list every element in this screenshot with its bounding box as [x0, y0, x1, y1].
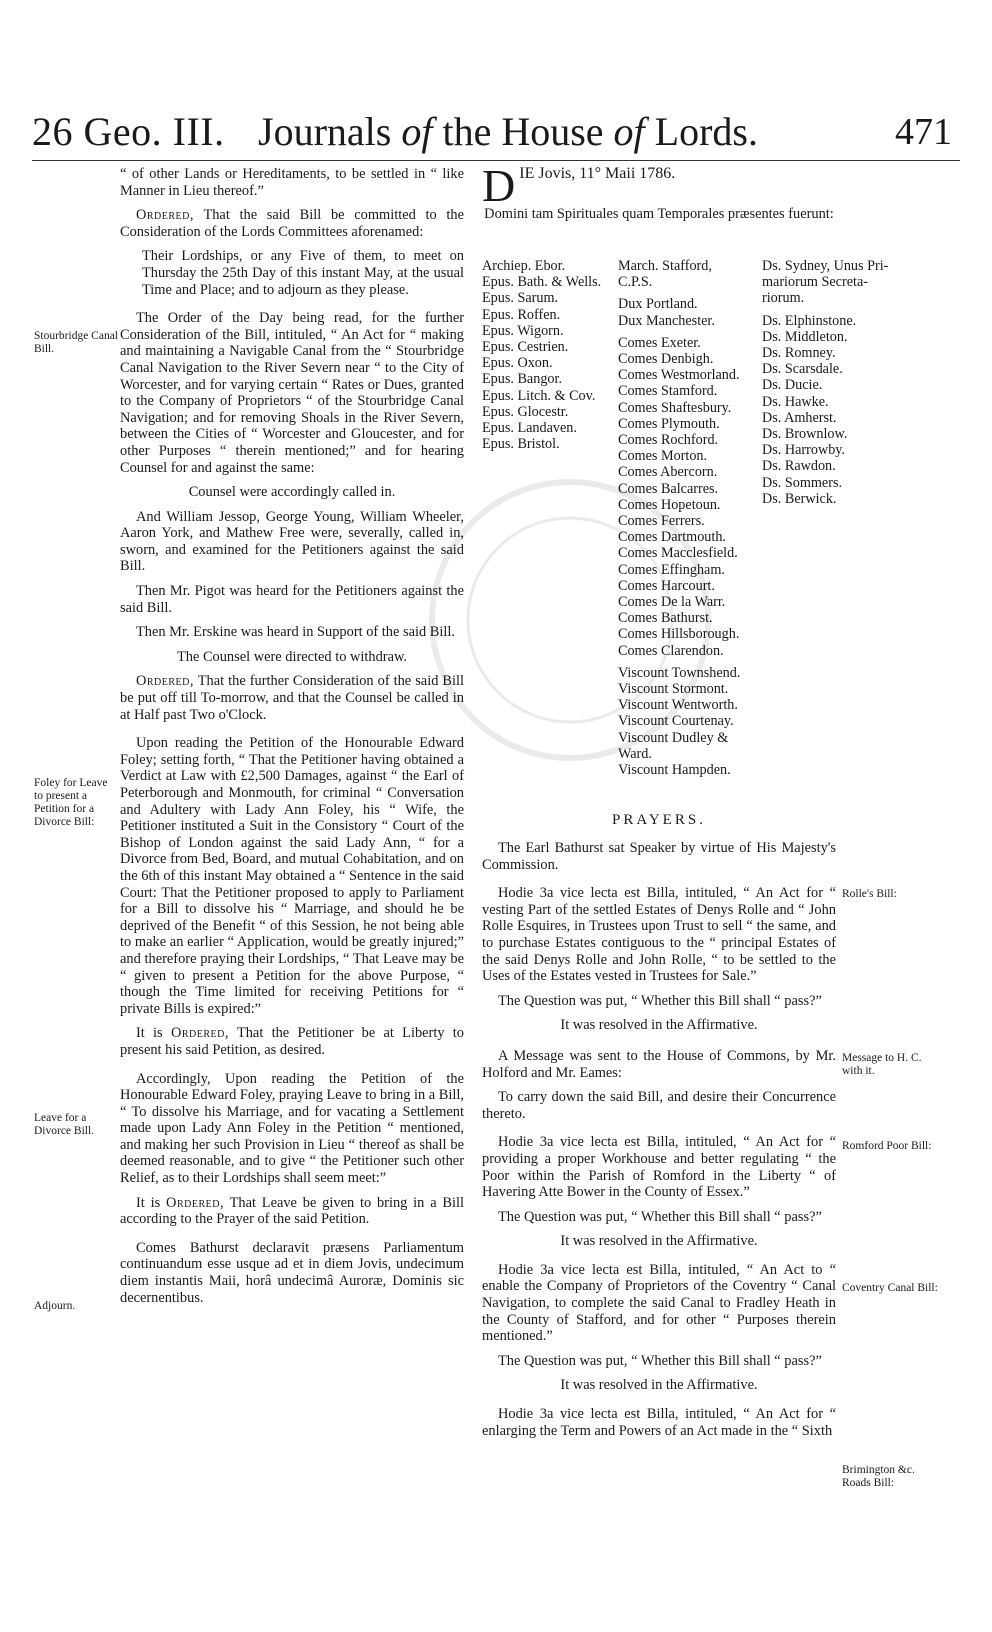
paragraph: Hodie 3a vice lecta est Billa, intituled, “ An Act for “ providing a proper Workhouse and better regulating “ the Poor within the Parish of Romford in the Liberty “ of Havering Atte Bower in the County of Essex.” [482, 1134, 836, 1201]
roster-entry: Comes Plymouth. [618, 415, 720, 432]
roster-entry: Comes Exeter. [618, 334, 701, 351]
margin-note: Coventry Canal Bill: [842, 1282, 938, 1294]
paragraph-text: That the further Consideration of the said Bill be put off till To-morrow, and that the Counsel be called in at Half past Two o'Clock. [120, 673, 464, 723]
roster-entry: Epus. Wigorn. [482, 322, 564, 339]
roster-entry: Comes Harcourt. [618, 577, 715, 594]
paragraph: The Question was put, “ Whether this Bill shall “ pass?” [498, 992, 822, 1009]
roster-entry: Comes Shaftesbury. [618, 399, 732, 416]
roster-entry: Epus. Litch. & Cov. [482, 387, 596, 404]
paragraph: Then Mr. Erskine was heard in Support of the said Bill. [136, 624, 455, 641]
drop-cap: D [482, 160, 516, 211]
roster-entry: Comes Balcarres. [618, 480, 719, 497]
paragraph: The Counsel were directed to withdraw. [176, 648, 408, 665]
roster-peers [618, 258, 758, 778]
roster-entry: Epus. Bangor. [482, 371, 562, 388]
paragraph: Upon reading the Petition of the Honourable Edward Foley; setting forth, “ That the Petitioner having obtained a Verdict at Law with £2,500 Damages, against “ the Earl of Peterborough and Monmouth, for criminal “ Conversation and Adultery with Lady Ann Foley, his “ Wife, the Petitioner instituted a Suit in the Consistory “ Court of the Bishop of London against the said Lady Ann, “ for a Divorce from Bed, Board, and mutual Cohabitation, and on the 6th of this instant May obtained a “ Sentence in the said Court: That the Petitioner proposed to apply to Parliament for a Bill to dissolve his “ Marriage, and should he be deprived of the Benefit “ of this Session, he not being able to make an earlier “ Application, would be greatly injured;” and therefore praying their Lordships, “ That Leave may be “ given to present a Petition for the above Purpose, “ though the Time limited for receiving Petitions for “ private Bills is expired:” [120, 735, 464, 1017]
roster-entry: Epus. Glocestr. [482, 403, 569, 420]
paragraph-text: That Leave be given to bring in a Bill according to the Prayer of the said Petition. [120, 1194, 465, 1228]
roster-entry: Comes Westmorland. [618, 367, 740, 384]
ordered-label: Ordered, [166, 1194, 225, 1211]
right-column-body [482, 840, 836, 1447]
paragraph: The Earl Bathurst sat Speaker by virtue of His Majesty's Commission. [482, 840, 836, 873]
roster-entry: Dux Manchester. [618, 312, 715, 329]
regnal-year: 26 Geo. III. [32, 109, 225, 154]
title-part: of [613, 109, 645, 154]
roster-entry: Ds. Hawke. [762, 393, 829, 410]
paragraph: To carry down the said Bill, and desire their Concurrence thereto. [482, 1089, 836, 1122]
roster-bishops [482, 258, 618, 452]
roster-entry: Viscount Wentworth. [618, 697, 738, 714]
roster-entry: Ward. [618, 745, 652, 762]
roster-entry: Ds. Rawdon. [762, 458, 836, 475]
margin-note: Romford Poor Bill: [842, 1140, 932, 1152]
prayers-heading: PRAYERS. [612, 812, 706, 828]
roster-barons [762, 258, 902, 507]
paragraph-text: It is [136, 1025, 171, 1042]
title-part: House [501, 109, 604, 154]
paragraph: Comes Bathurst declaravit præsens Parliamentum continuandum esse usque ad et in diem Jovis, undecimum diem instantis Maii, horâ undecimâ Auroræ, Dominis sic decernentibus. [120, 1239, 464, 1306]
title-part: the [432, 109, 502, 154]
paragraph: Their Lordships, or any Five of them, to meet on Thursday the 25th Day of this instant May, at the usual Time and Place; and to adjourn as they please. [142, 248, 464, 298]
paragraph: It was resolved in the Affirmative. [560, 1233, 758, 1250]
ordered-label: Ordered, [170, 1025, 229, 1042]
roster-entry: Viscount Courtenay. [618, 713, 734, 730]
roster-entry: Ds. Brownlow. [762, 426, 848, 443]
roster-entry: Ds. Berwick. [762, 490, 837, 507]
right-column-top [482, 160, 836, 231]
paragraph: Hodie 3a vice lecta est Billa, intituled, “ An Act to “ enable the Company of Proprietors of the Coventry “ Canal Navigation, to complete the said Canal to Fradley Heath in the County of Stafford, and for other “ Purposes therein mentioned.” [482, 1261, 836, 1345]
margin-note: Leave for a Divorce Bill. [34, 1112, 95, 1137]
roster-entry: Comes Effingham. [618, 561, 725, 578]
paragraph: Hodie 3a vice lecta est Billa, intituled, “ An Act for “ enlarging the Term and Powers of an Act made in the “ Sixth [482, 1406, 836, 1439]
margin-note: Brimington &c. Roads Bill: [842, 1464, 915, 1489]
left-column [120, 166, 464, 1314]
paragraph: Accordingly, Upon reading the Petition of the Honourable Edward Foley, praying Leave to bring in a Bill, “ To dissolve his Marriage, and for vacating a Settlement made upon Lady Ann Foley in the Petition “ mentioned, and making her such Provision in Lieu “ thereof as shall be deemed reasonable, and to give “ the Petitioner such other Relief, as to their Lordships shall seem meet:” [120, 1070, 464, 1187]
roster-entry: March. Stafford, [618, 258, 712, 274]
paragraph-text: It is [136, 1194, 167, 1211]
paragraph: The Order of the Day being read, for the further Consideration of the Bill, intituled, “ An Act for “ making and maintaining a Navigable Canal from the “ Stourbridge Canal Navigation to the River Severn near “ to the City of Worcester, and for varying certain “ Rates or Dues, granted to the Company of Proprietors “ of the Stourbridge Canal Navigation; and for removing Shoals in the River Severn, between the Cities of “ Worcester and Gloucester, and for other Purposes “ therein mentioned;” and for hearing Counsel for and against the same: [120, 310, 464, 476]
roster-entry: Viscount Townshend. [618, 664, 741, 681]
page-number: 471 [895, 111, 952, 153]
roster-entry: Archiep. Ebor. [482, 258, 566, 274]
roster-entry: Epus. Bath. & Wells. [482, 274, 602, 291]
roster-entry: Epus. Roffen. [482, 306, 561, 323]
margin-note: Adjourn. [34, 1300, 76, 1312]
roster-entry: Dux Portland. [618, 296, 698, 313]
roster-entry: Viscount Hampden. [618, 762, 731, 779]
ordered-label: Ordered, [136, 673, 194, 690]
margin-note: Message to H. C. with it. [842, 1052, 922, 1077]
roster-entry: Ds. Middleton. [762, 328, 848, 345]
title-part: of [401, 109, 433, 154]
paragraph [120, 1025, 464, 1058]
journal-title [258, 108, 758, 155]
roster-entry: Comes Hopetoun. [618, 496, 721, 513]
title-part: Journals [258, 109, 402, 154]
roster-entry: Comes Denbigh. [618, 351, 714, 368]
paragraph: Then Mr. Pigot was heard for the Petitioners against the said Bill. [120, 583, 464, 616]
domini-line: Domini tam Spirituales quam Temporales præsentes fuerunt: [484, 206, 834, 222]
paragraph: “ of other Lands or Hereditaments, to be settled in “ like Manner in Lieu thereof.” [120, 166, 464, 199]
roster-entry: Ds. Harrowby. [762, 442, 846, 459]
paragraph: Hodie 3a vice lecta est Billa, intituled, “ An Act for “ vesting Part of the settled Estates of Denys Rolle and “ John Rolle Esquires, in Trustees upon Trust to sell “ the same, and to purchase Estates contiguous to the “ principal Estates of the said Denys Rolle and John Rolle, “ to be settled to the Uses of the Estates vested in Trustees for Sale.” [482, 885, 836, 985]
roster-entry: Comes Clarendon. [618, 642, 724, 659]
roster-entry: Ds. Sydney, Unus Pri- [762, 258, 889, 274]
margin-note: Stourbridge Canal Bill. [34, 330, 118, 355]
roster-entry: Comes Hillsborough. [618, 626, 740, 643]
paragraph [120, 673, 464, 723]
paragraph: And William Jessop, George Young, William Wheeler, Aaron York, and Mathew Free were, severally, called in, sworn, and examined for the Petitioners against the said Bill. [120, 508, 464, 575]
roster-entry: Comes Stamford. [618, 383, 718, 400]
paragraph: A Message was sent to the House of Commons, by Mr. Holford and Mr. Eames: [482, 1047, 836, 1081]
roster-entry: Epus. Sarum. [482, 290, 559, 307]
roster-entry: riorum. [762, 290, 805, 307]
roster-entry: Comes Macclesfield. [618, 545, 738, 562]
roster-entry: Viscount Dudley & [618, 729, 729, 746]
margin-note: Foley for Leave to present a Petition for a Divorce Bill: [34, 777, 108, 828]
margin-note: Rolle's Bill: [842, 888, 897, 900]
roster-entry: Ds. Romney. [762, 345, 836, 362]
roster-entry: Epus. Cestrien. [482, 339, 569, 356]
paragraph: It was resolved in the Affirmative. [560, 1017, 758, 1034]
roster-entry: Comes Bathurst. [618, 610, 713, 627]
roster-entry: C.P.S. [618, 274, 653, 291]
title-part: Lords. [644, 109, 758, 154]
paragraph-text: That the Petitioner be at Liberty to present his said Petition, as desired. [120, 1025, 464, 1058]
roster-entry: Comes Morton. [618, 448, 708, 465]
sitting-date [482, 160, 836, 211]
paragraph: The Question was put, “ Whether this Bill shall “ pass?” [498, 1208, 822, 1225]
roster-entry: Comes Ferrers. [618, 513, 705, 530]
roster-entry: Epus. Oxon. [482, 355, 553, 372]
roster-entry: Epus. Landaven. [482, 420, 577, 437]
paragraph-text: That the said Bill be committed to the Consideration of the Lords Committees aforenamed: [120, 207, 464, 240]
roster-entry: Ds. Sommers. [762, 474, 843, 491]
paragraph: It was resolved in the Affirmative. [560, 1377, 758, 1394]
roster-entry: Comes Dartmouth. [618, 529, 726, 546]
roster-entry: Comes De la Warr. [618, 594, 726, 611]
ordered-label: Ordered, [136, 207, 194, 224]
roster-entry: Ds. Amherst. [762, 409, 837, 426]
roster-entry: Ds. Scarsdale. [762, 361, 843, 378]
paragraph: The Question was put, “ Whether this Bill shall “ pass?” [498, 1352, 822, 1369]
paragraph [120, 207, 464, 240]
title-part [604, 109, 614, 154]
roster-entry: Ds. Ducie. [762, 377, 823, 394]
roster-entry: Comes Rochford. [618, 432, 719, 449]
paragraph [120, 1195, 464, 1228]
paragraph: Counsel were accordingly called in. [188, 484, 396, 501]
roster-entry: Epus. Bristol. [482, 436, 560, 453]
roster-entry: mariorum Secreta- [762, 274, 868, 291]
roster-entry: Ds. Elphinstone. [762, 312, 857, 329]
roster-entry: Comes Abercorn. [618, 464, 718, 481]
roster-entry: Viscount Stormont. [618, 681, 729, 698]
date-text: IE Jovis, 11° Maii 1786. [519, 165, 676, 182]
